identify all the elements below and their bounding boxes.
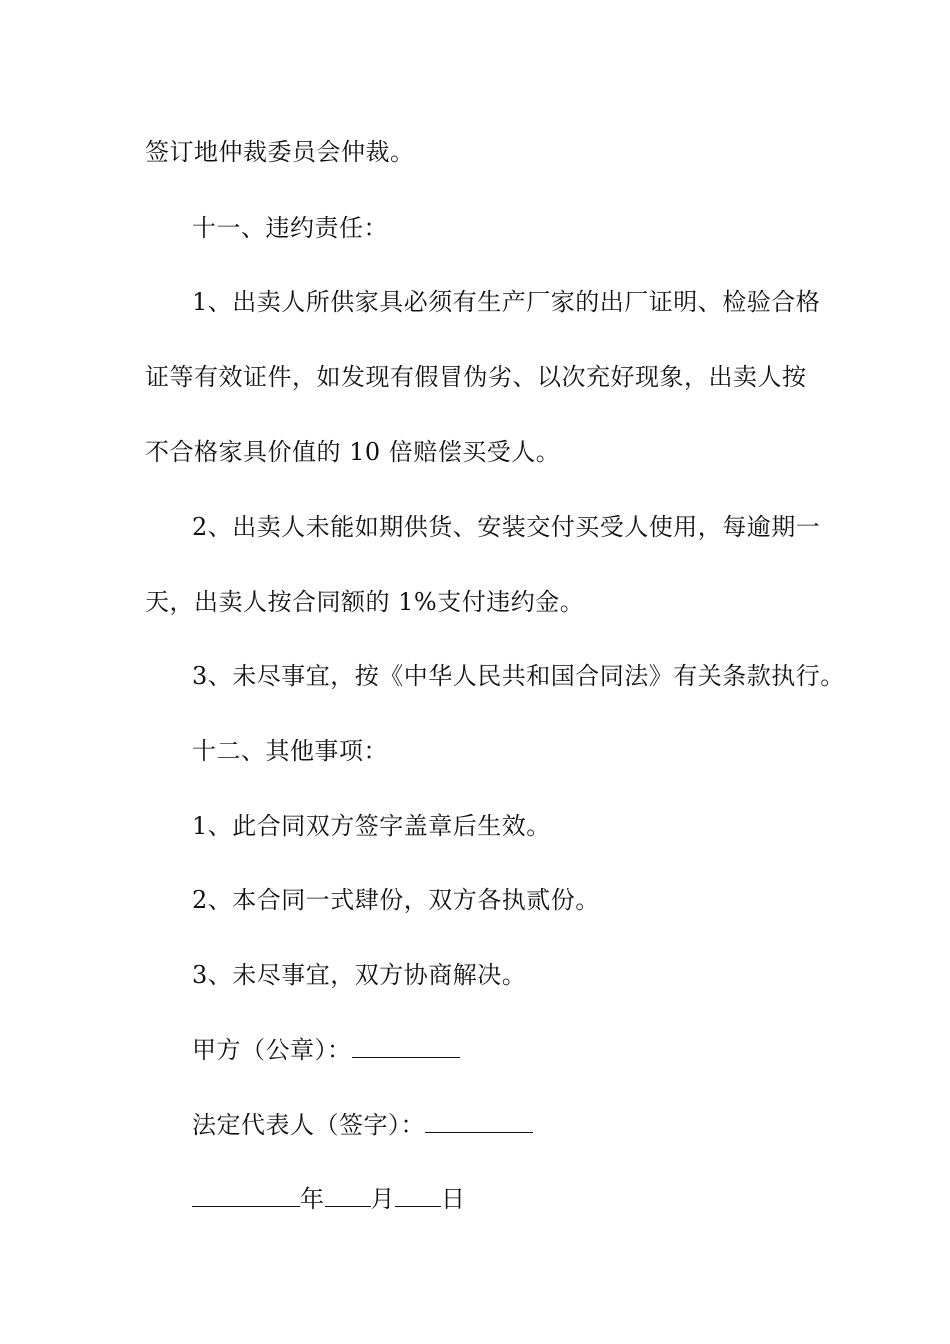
paragraph-line: 2、本合同一式肆份，双方各执贰份。 <box>192 886 600 914</box>
paragraph-line: 1、此合同双方签字盖章后生效。 <box>192 812 551 840</box>
day-blank[interactable] <box>395 1186 441 1207</box>
section-heading-other-matters: 十二、其他事项： <box>192 737 388 765</box>
day-label: 日 <box>441 1185 466 1213</box>
party-a-seal-line <box>192 1030 872 1070</box>
legal-rep-signature-line <box>192 1105 872 1145</box>
year-blank[interactable] <box>192 1186 300 1207</box>
legal-rep-label: 法定代表人（签字）： <box>192 1111 425 1139</box>
paragraph-line: 签订地仲裁委员会仲裁。 <box>145 138 415 166</box>
paragraph-line: 证等有效证件，如发现有假冒伪劣、以次充好现象，出卖人按 <box>145 363 807 391</box>
month-blank[interactable] <box>325 1186 371 1207</box>
year-label: 年 <box>300 1185 325 1213</box>
date-line <box>192 1179 872 1219</box>
paragraph-line: 天，出卖人按合同额的 1%支付违约金。 <box>145 588 585 616</box>
party-a-label: 甲方（公章）： <box>192 1036 352 1064</box>
party-a-seal-blank[interactable] <box>352 1037 460 1058</box>
paragraph-line: 2、出卖人未能如期供货、安装交付买受人使用，每逾期一 <box>192 513 821 541</box>
paragraph-line: 1、出卖人所供家具必须有生产厂家的出厂证明、检验合格 <box>192 288 821 316</box>
paragraph-line: 3、未尽事宜，双方协商解决。 <box>192 961 527 989</box>
month-label: 月 <box>370 1185 395 1213</box>
legal-rep-signature-blank[interactable] <box>425 1112 533 1133</box>
paragraph-line: 不合格家具价值的 10 倍赔偿买受人。 <box>145 438 561 466</box>
paragraph-line: 3、未尽事宜，按《中华人民共和国合同法》有关条款执行。 <box>192 662 845 690</box>
section-heading-breach-liability: 十一、违约责任： <box>192 214 388 242</box>
